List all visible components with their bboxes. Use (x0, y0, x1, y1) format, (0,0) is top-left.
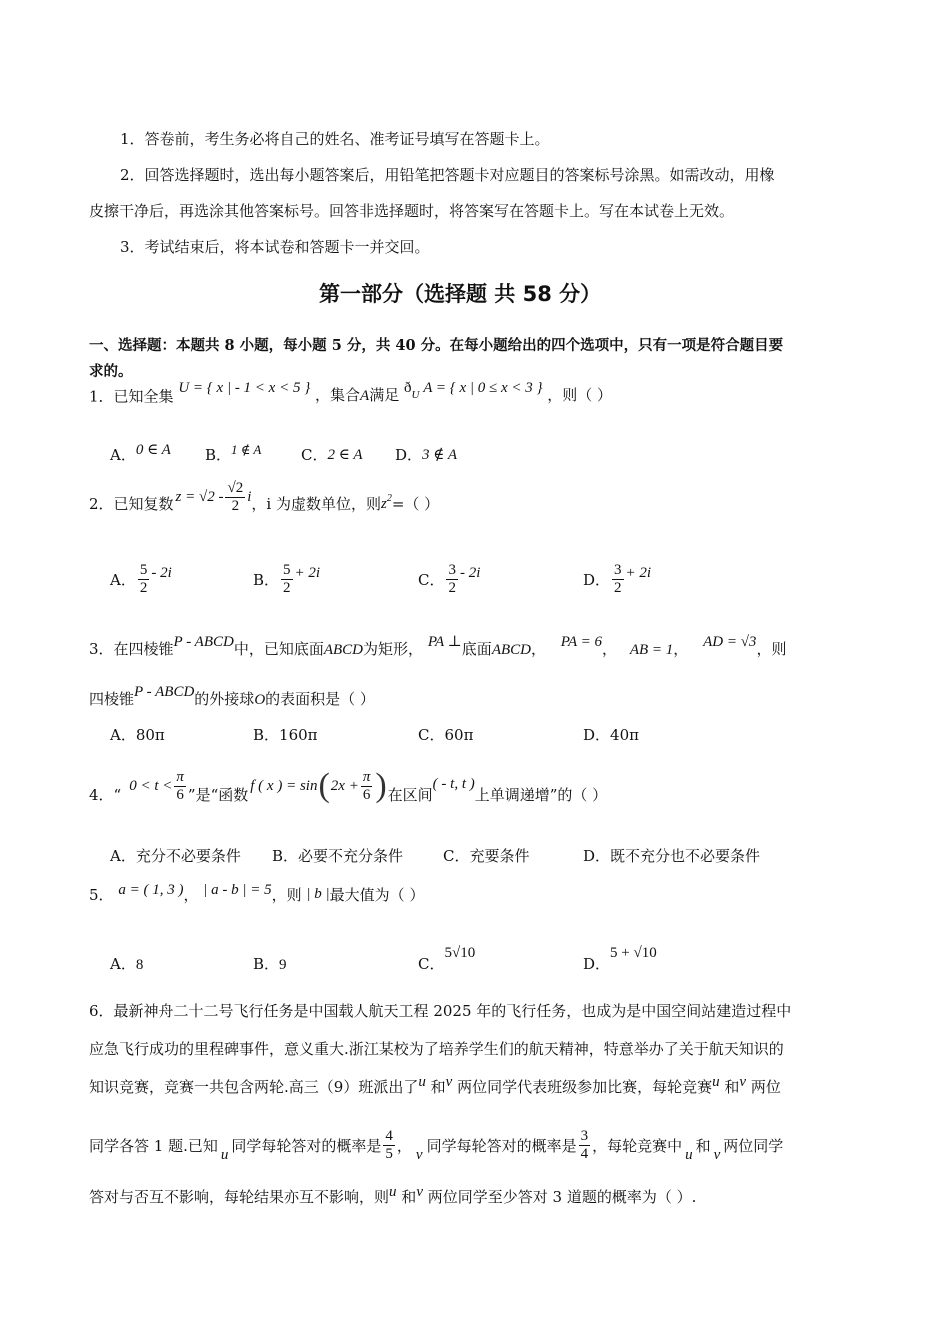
q3-abcd-2: ABCD (491, 642, 531, 658)
q4-text-1: ”是“函数 (187, 785, 249, 804)
var-v-2: v (739, 1074, 747, 1090)
prob-v-fraction (579, 1128, 591, 1163)
option-math: 0 ∈ A (135, 442, 171, 458)
q6-l4f: 两位同学 (723, 1136, 784, 1155)
q6-l4e: ，每轮竞赛中 (592, 1136, 683, 1155)
q4-interval: ( - t, t ) (432, 775, 475, 792)
q4-lead: 4．“ (89, 785, 122, 804)
q3-line2-c: 的表面积是（ ） (265, 690, 375, 708)
q6-l5a: 答对与否互不影响，每轮结果亦互不影响，则 (89, 1188, 390, 1206)
q5-option-a[interactable] (110, 953, 143, 974)
z-symbol: z (380, 496, 387, 512)
q3-option-b[interactable] (253, 724, 318, 745)
fraction-numerator: 3 (614, 562, 622, 578)
option-rest: + 2i (625, 565, 652, 581)
q3-line2-b: 的外接球 (194, 690, 255, 708)
note-2: 2．回答选择题时，选出每小题答案后，用铅笔把答题卡对应题目的答案标号涂黑。如需改动，用橡 (120, 166, 775, 184)
q3-option-c[interactable] (418, 724, 473, 745)
q2-z: z = √2 - (175, 488, 224, 505)
option-label: A． (110, 955, 136, 973)
fraction-denominator: 2 (283, 580, 291, 596)
var-u-3: u (220, 1146, 229, 1163)
option-label: D． (395, 446, 423, 464)
q2-option-d[interactable] (583, 562, 651, 597)
q3-option-d[interactable] (583, 724, 639, 745)
option-text: 8 (135, 957, 144, 973)
q1-complement (403, 380, 543, 401)
option-label: D． (583, 955, 611, 973)
q2-tail: =（ ） (391, 494, 440, 513)
note-1: 1．答卷前，考生务必将自己的姓名、准考证号填写在答题卡上。 (120, 130, 550, 148)
option-label: D． (583, 847, 611, 865)
fraction-denominator: 2 (231, 497, 240, 514)
option-math: 3 ∉ A (422, 447, 458, 463)
q2-option-c[interactable] (418, 562, 480, 597)
fraction-numerator: π (362, 768, 371, 785)
option-label: B． (253, 955, 280, 973)
option-label: B． (253, 726, 280, 744)
option-label: C． (418, 571, 445, 589)
q3-option-a[interactable] (110, 724, 165, 745)
q3-text-3: 底面 (461, 640, 492, 658)
complement-subscript: U (411, 389, 420, 401)
question-5 (89, 884, 424, 905)
q3-comma-3: ， (673, 640, 689, 658)
question-4 (89, 762, 607, 810)
option-text: 160π (279, 726, 318, 744)
option-label: A． (110, 571, 136, 589)
q4-cond: 0 < t < (129, 777, 173, 794)
section-title: 第一部分（选择题 共 58 分） (319, 282, 602, 306)
q3-text-2: 为矩形， (363, 640, 424, 658)
option-label: D． (583, 726, 611, 744)
q1-set-c: A = { x | 0 ≤ x < 3 } (423, 380, 543, 396)
q5-lead: 5． (89, 886, 114, 904)
q3-abcd: ABCD (323, 642, 364, 658)
question-3 (89, 634, 787, 659)
q1-option-a[interactable] (110, 444, 171, 465)
q3-comma: ， (530, 640, 546, 658)
q5-comma: ， (183, 886, 199, 904)
var-v-3: v (415, 1146, 423, 1163)
q6-l3b: 两位同学代表班级参加比赛，每轮竞赛 (457, 1078, 713, 1096)
q4-text-3: 上单调递增”的（ ） (474, 785, 608, 804)
fraction-denominator: 2 (614, 580, 622, 596)
q2-option-a[interactable] (110, 562, 172, 597)
section-intro-cont: 求的。 (89, 363, 133, 380)
question-3-cont (89, 684, 375, 709)
option-text: 80π (135, 726, 165, 744)
q6-l4d: 同学每轮答对的概率是 (426, 1136, 577, 1155)
option-label: D． (583, 571, 611, 589)
option-label: B． (253, 571, 280, 589)
q6-l4c: ， (396, 1136, 412, 1155)
q1-lead: 1．已知全集 (89, 387, 174, 406)
q1-mid: ，集合 (315, 386, 361, 404)
option-label: A． (110, 847, 136, 865)
option-label: B． (205, 446, 232, 464)
q4-option-a[interactable] (110, 845, 241, 866)
option-text: 5 + √10 (610, 945, 657, 961)
option-text: 5√10 (444, 945, 476, 961)
q5-option-c[interactable] (418, 945, 476, 974)
var-u-5: u (389, 1184, 397, 1200)
option-label: C． (301, 446, 328, 464)
q3-ad: AD = √3 (703, 634, 757, 650)
option-rest: - 2i (459, 565, 481, 581)
q1-tail: ，则（ ） (547, 386, 613, 404)
option-label: A． (110, 446, 136, 464)
q3-comma-2: ， (602, 640, 618, 658)
fraction-denominator: 2 (139, 580, 148, 596)
q2-z2 (381, 493, 392, 513)
option-fraction (612, 562, 624, 597)
q1-option-c[interactable] (301, 444, 362, 465)
question-6-line-1: 6．最新神舟二十二号飞行任务是中国载人航天工程 2025 年的飞行任务，也成为是中国空间站建造过程中 (89, 1002, 792, 1020)
q5-diff-norm: | a - b | = 5 (203, 882, 272, 898)
option-label: C． (418, 726, 445, 744)
q3-ab1: AB = 1 (629, 642, 674, 658)
q6-l4a: 同学各答 1 题.已知 (89, 1136, 218, 1155)
q3-pa6: PA = 6 (560, 634, 603, 650)
q4-pi-over-6-b (361, 769, 373, 804)
option-text: 40π (610, 726, 639, 744)
question-1 (89, 380, 613, 409)
fraction-denominator: 4 (580, 1145, 589, 1162)
note-2-cont: 皮擦干净后，再选涂其他答案标号。回答非选择题时，将答案写在答题卡上。写在本试卷上无效。 (89, 202, 735, 220)
and: 和 (430, 1078, 446, 1096)
option-fraction (446, 562, 458, 597)
option-label: C． (418, 955, 445, 973)
and-3: 和 (695, 1136, 711, 1155)
option-math: 1 ∉ A (231, 442, 262, 457)
fraction-numerator: 5 (283, 562, 291, 578)
q2-option-b[interactable] (253, 562, 320, 597)
fraction-numerator: π (176, 768, 184, 785)
q6-l4b: 同学每轮答对的概率是 (231, 1136, 382, 1155)
q6-l3c: 两位 (750, 1078, 781, 1096)
fraction-denominator: 6 (176, 786, 184, 803)
and-2: 和 (724, 1078, 740, 1096)
q4-option-d[interactable] (583, 845, 760, 866)
q5-option-d[interactable] (583, 945, 657, 974)
q4-option-c[interactable] (443, 845, 530, 866)
option-math: 2 ∈ A (327, 447, 363, 463)
option-label: B． (272, 847, 299, 865)
q4-pi-over-6 (174, 769, 186, 804)
option-text: 必要不充分条件 (298, 847, 404, 865)
q3-lead: 3．在四棱锥 (89, 640, 174, 658)
option-rest: - 2i (151, 565, 172, 581)
option-label: A． (110, 726, 136, 744)
var-u: u (418, 1074, 426, 1090)
q6-l5b: 两位同学至少答对 3 道题的概率为（ ）. (427, 1188, 697, 1206)
fraction-numerator: 3 (448, 562, 456, 578)
question-6-line-3 (89, 1076, 781, 1097)
q5-text-2: ，则 (271, 886, 302, 904)
q1-mid2: 满足 (369, 386, 400, 404)
var-u-2: u (712, 1074, 720, 1090)
option-text: 60π (444, 726, 474, 744)
q3-text-5: ，则 (756, 640, 787, 658)
question-6-line-5 (89, 1186, 696, 1207)
q5-vector-a: a = ( 1, 3 ) (118, 882, 184, 898)
q1-option-b[interactable] (205, 444, 261, 465)
section-intro: 一、选择题：本题共 8 小题，每小题 5 分，共 40 分。在每小题给出的四个选项中，只有一项是符合题目要 (89, 337, 784, 354)
q5-option-b[interactable] (253, 953, 287, 974)
q2-mid: ，i 为虚数单位，则 (251, 494, 381, 513)
q5-norm-b: | b | (306, 886, 330, 902)
q3-o: O (254, 692, 266, 708)
q3-line2-a: 四棱锥 (89, 690, 135, 708)
option-fraction (138, 562, 150, 597)
complement-symbol: ð (403, 380, 412, 396)
q2-lead: 2．已知复数 (89, 494, 174, 513)
prob-u-fraction (383, 1128, 395, 1163)
exponent: 2 (386, 493, 392, 504)
fraction-denominator: 2 (448, 580, 456, 596)
question-6-line-2: 应急飞行成功的里程碑事件，意义重大.浙江某校为了培养学生们的航天精神，特意举办了关于航天知识的 (89, 1040, 784, 1058)
note-3: 3．考试结束后，将本试卷和答题卡一并交回。 (120, 238, 430, 256)
var-v-4: v (713, 1146, 721, 1163)
q1-option-d[interactable] (395, 444, 457, 465)
right-paren: ) (375, 767, 387, 804)
question-2 (89, 478, 439, 528)
q3-pabcd: P - ABCD (173, 634, 234, 650)
q3-pa-perp: PA ⊥ (427, 634, 462, 650)
q1-set-u: U = { x | - 1 < x < 5 } (178, 380, 311, 396)
q4-inner: 2x + (330, 777, 359, 794)
question-6-line-4 (89, 1122, 783, 1168)
option-rest: + 2i (294, 565, 321, 581)
q2-fraction (225, 480, 245, 515)
option-text: 既不充分也不必要条件 (610, 847, 761, 865)
q2-i: i (247, 488, 252, 505)
fraction-denominator: 5 (385, 1145, 393, 1162)
q4-function: f ( x ) = sin (250, 777, 318, 794)
var-v-5: v (416, 1184, 423, 1200)
q3-text-1: 中，已知底面 (233, 640, 324, 658)
option-text: 充要条件 (469, 847, 530, 865)
left-paren: ( (318, 767, 330, 804)
fraction-numerator: 3 (580, 1127, 589, 1144)
option-text: 9 (279, 957, 287, 973)
q4-text-2: 在区间 (387, 785, 433, 804)
fraction-numerator: √2 (227, 479, 244, 496)
q5-text-3: 最大值为（ ） (329, 886, 425, 904)
and-4: 和 (401, 1188, 417, 1206)
fraction-numerator: 4 (385, 1127, 393, 1144)
var-u-4: u (685, 1146, 693, 1163)
option-fraction (281, 562, 293, 597)
q4-option-b[interactable] (272, 845, 403, 866)
var-v: v (445, 1074, 453, 1090)
q1-var-a: A (360, 388, 370, 404)
option-label: C． (443, 847, 470, 865)
option-text: 充分不必要条件 (135, 847, 241, 865)
q3-pabcd-2: P - ABCD (134, 684, 195, 700)
q6-l3a: 知识竞赛，竞赛一共包含两轮.高三（9）班派出了 (89, 1078, 419, 1096)
fraction-denominator: 6 (362, 786, 371, 803)
fraction-numerator: 5 (139, 562, 148, 578)
